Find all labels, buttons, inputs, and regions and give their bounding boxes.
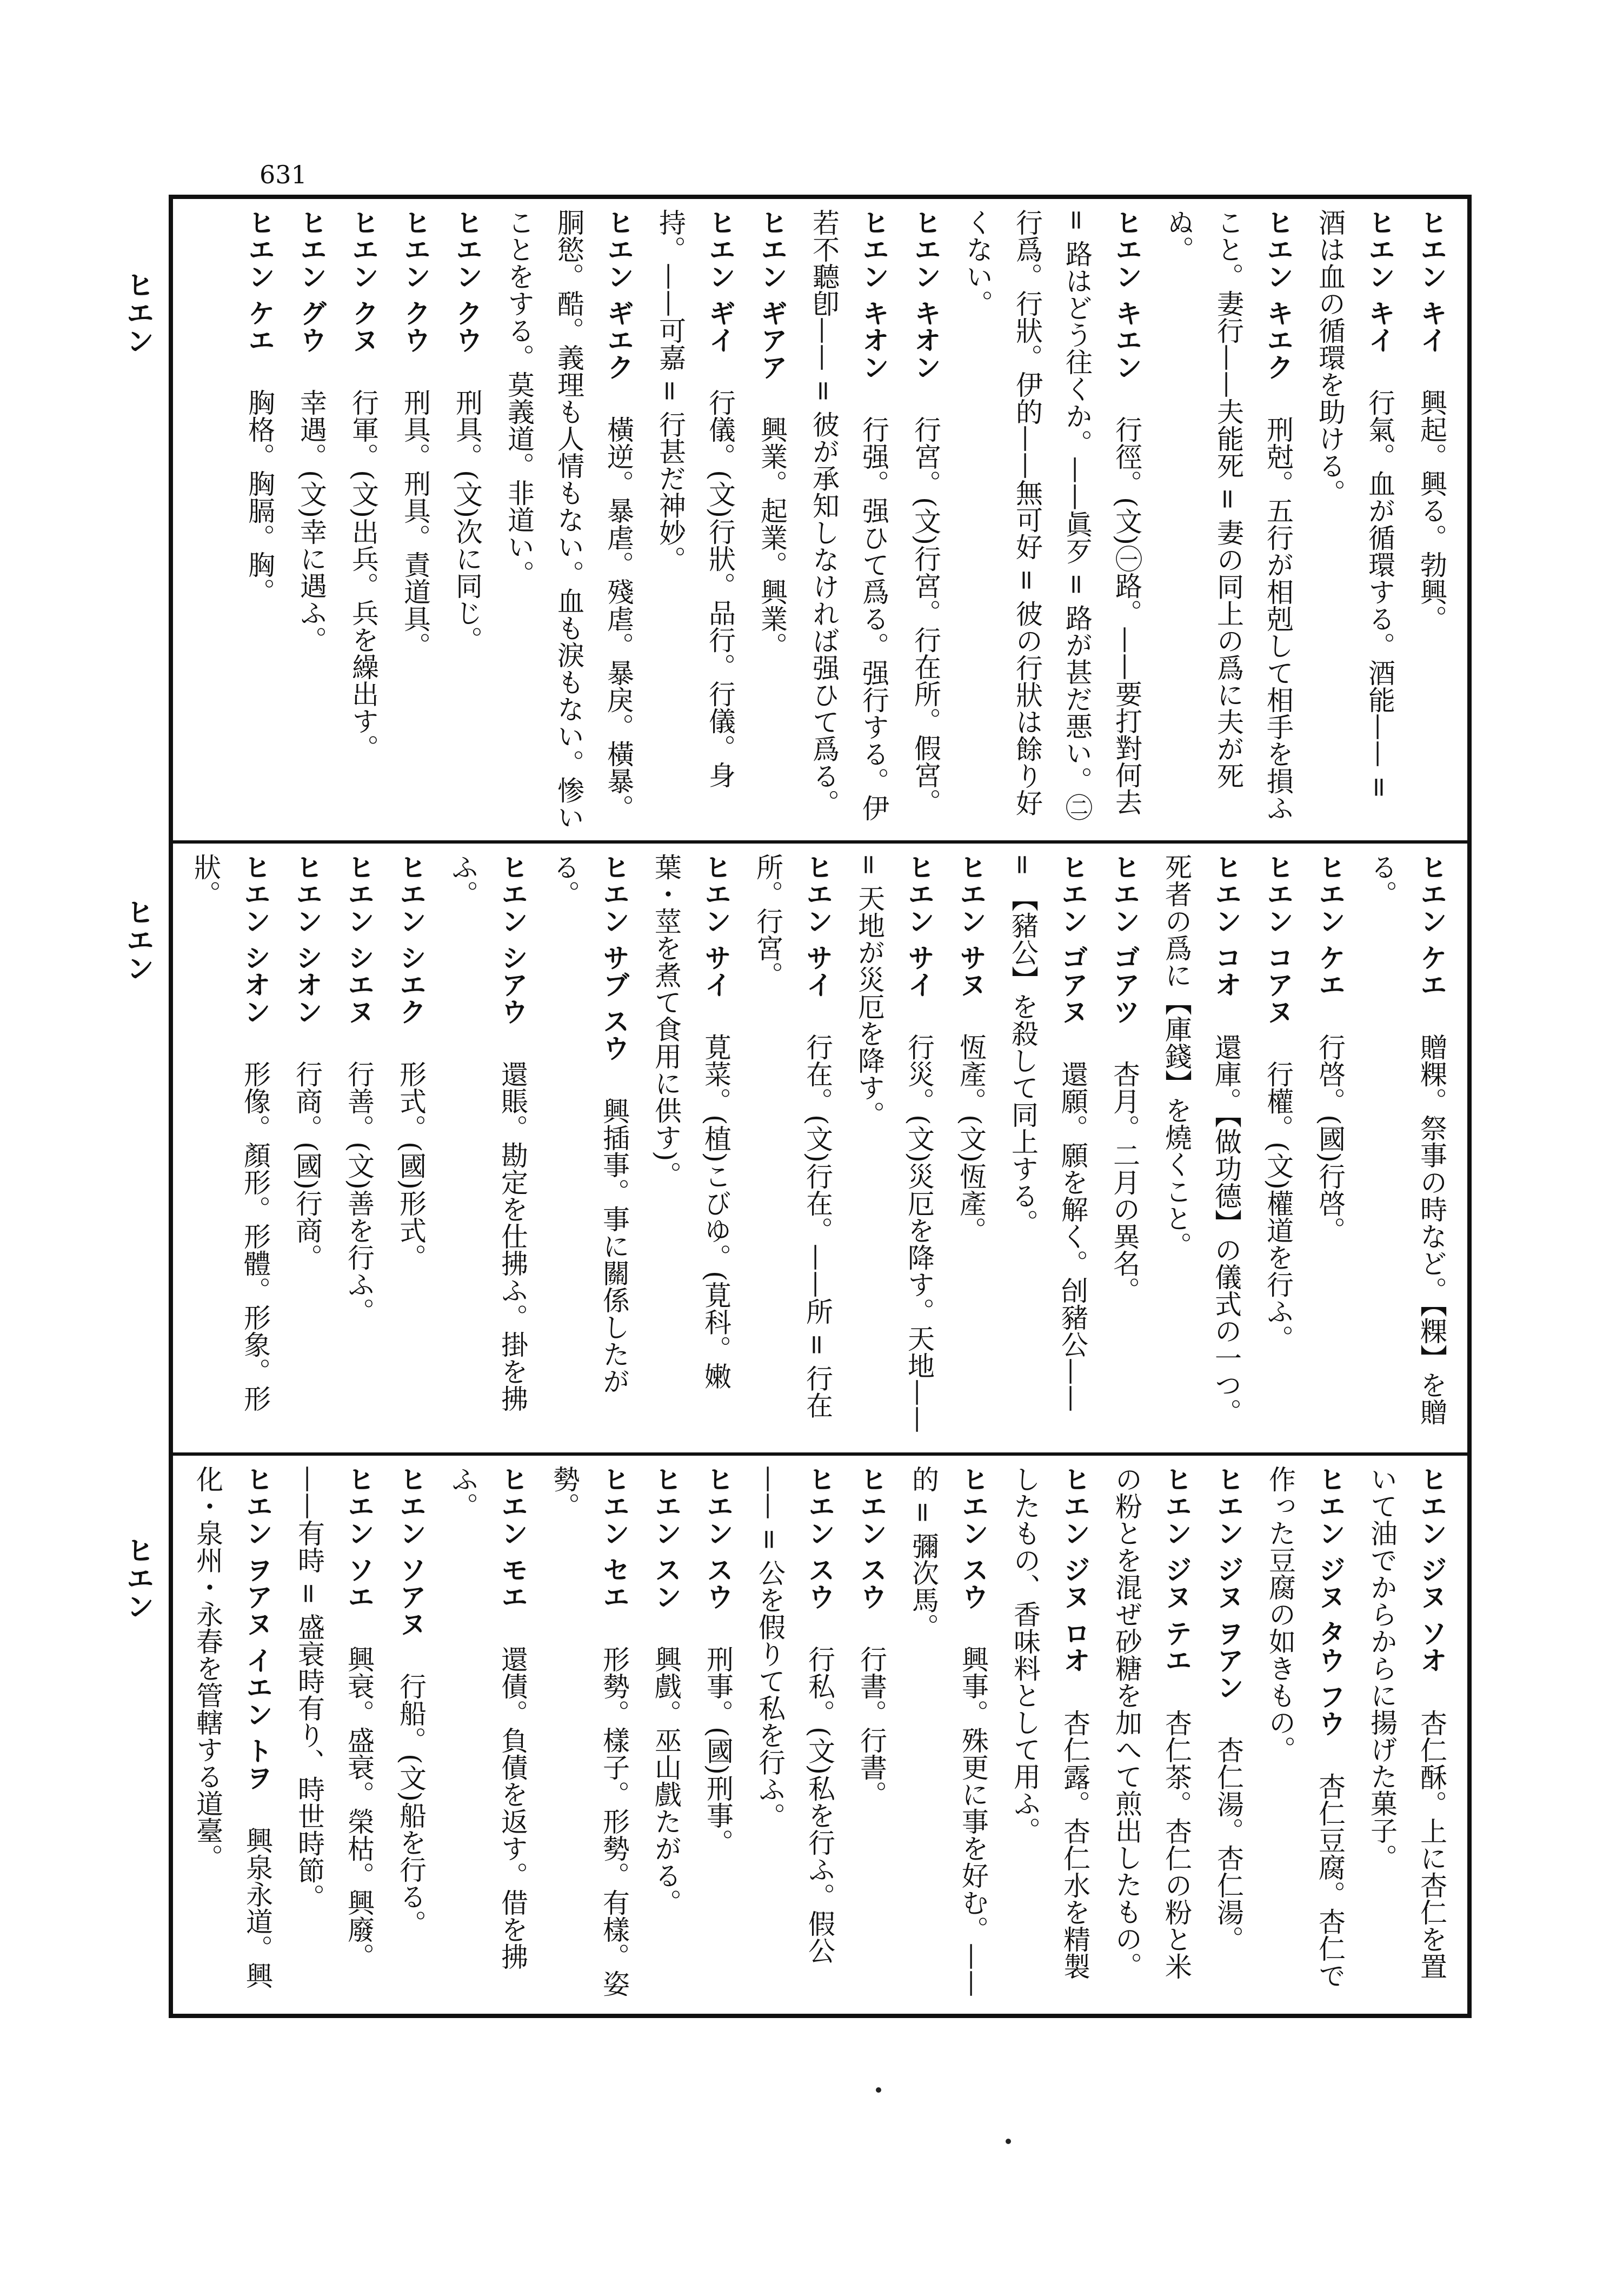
entry-definition: 刑尅。五行が相剋して相手を損ふこと。妻行——夫能死 = 妻の同上の爲に夫が死ぬ。 (1163, 209, 1294, 822)
entry-definition: 行徑。(文)㊀路。——要打對何去 = 路はどう往くか。——眞歹 = 路が甚だ悪い。㊁行爲。行狀。伊的——無可好 = 彼の行狀は餘り好くない。 (962, 209, 1142, 821)
entry-headword: ヒエン シエヌ (343, 853, 375, 1025)
entry-headword: ヒエン スウ (702, 1465, 734, 1610)
entry-columns (184, 209, 1456, 831)
section-bottom (173, 1452, 1467, 2014)
dictionary-entry (743, 853, 842, 1443)
side-label-middle: ヒエン (121, 898, 154, 982)
dictionary-entry (641, 853, 741, 1443)
entry-headword: ヒエン クウ (451, 209, 483, 354)
dictionary-entry (946, 853, 996, 1443)
dictionary-entry (844, 853, 944, 1443)
entry-headword: ヒエン キエン (1111, 209, 1142, 381)
entry-definition: 興泉永道。興化・泉州・永春を管轄する道臺。 (192, 1465, 273, 1989)
dictionary-entry (799, 209, 899, 831)
entry-definition: 杏仁湯。杏仁湯。 (1213, 1736, 1244, 1953)
entry-definition: 興起。興る。勃興。 (1416, 389, 1447, 633)
section-top (173, 199, 1467, 840)
entry-definition: 杏仁露。杏仁水を精製したもの、香味料として用ふ。 (1009, 1465, 1090, 1980)
side-label-top: ヒエン (121, 270, 154, 355)
dictionary-entry (287, 209, 336, 831)
entry-headword: ヒエン ジヌ テエ (1161, 1465, 1192, 1674)
entry-definition: 行書。行書。 (856, 1645, 887, 1808)
dictionary-entry (747, 209, 797, 831)
dictionary-entry (540, 1465, 639, 2004)
dictionary-entry (1305, 853, 1355, 1443)
entry-headword: ヒエン ソアヌ (395, 1465, 427, 1637)
entry-headword: ヒエン ギイ (704, 209, 736, 354)
entry-headword: ヒエン ゴアヌ (1057, 853, 1088, 1025)
entry-definition: 行强。强ひて爲る。强行する。伊若不聽卽—— = 彼が承知しなければ强ひて爲る。 (808, 209, 889, 822)
entry-headword: ヒエン ジヌ タウ フウ (1314, 1465, 1346, 1737)
entry-definition: 杏仁酥。上に杏仁を置いて油でからからに揚げた菓子。 (1366, 1465, 1447, 1980)
entry-columns (184, 1465, 1456, 2004)
entry-definition: 還庫。【做功德】の儀式の一つ。死者の爲に【庫錢】を燒くこと。 (1161, 853, 1242, 1426)
dictionary-entry (1253, 853, 1303, 1443)
entry-definition: 形像。顏形。形體。形象。形狀。 (190, 853, 271, 1412)
entry-definition: 形式。(國)形式。 (395, 1060, 427, 1271)
entry-definition: 行在。(文)行在。——所 = 行在所。行宮。 (752, 853, 833, 1419)
section-middle (173, 840, 1467, 1452)
entry-headword: ヒエン サイ (903, 853, 935, 998)
entry-headword: ヒエン サヌ (955, 853, 987, 998)
entry-headword: ヒエン ジヌ ロオ (1059, 1465, 1090, 1674)
entry-headword: ヒエン シエク (395, 853, 427, 1025)
entry-definition: 刑事。(國)刑事。 (702, 1645, 734, 1856)
entry-definition: 刑具。刑具。責道具。 (400, 389, 431, 660)
entry-headword: ヒエン スウ (957, 1465, 989, 1610)
dictionary-entry (1357, 853, 1456, 1443)
dictionary-entry (334, 853, 384, 1443)
entry-definition: 杏仁茶。杏仁の粉と米の粉とを混ぜ砂糖を加へて煎出したもの。 (1111, 1465, 1192, 1980)
entry-headword: ヒエン ギエク (603, 209, 634, 381)
dictionary-entry (338, 209, 388, 831)
dictionary-entry (442, 209, 492, 831)
entry-headword: ヒエン クヌ (348, 209, 379, 354)
entry-headword: ヒエン スン (650, 1465, 682, 1610)
entry-definition: 興業。起業。興業。 (756, 416, 788, 660)
dictionary-entry (438, 1465, 537, 2004)
entry-headword: ヒエン シアウ (497, 853, 528, 1025)
entry-headword: ヒエン セエ (598, 1465, 630, 1610)
entry-headword: ヒエン キイ (1416, 209, 1447, 354)
entry-headword: ヒエン ジヌ ヲアン (1213, 1465, 1244, 1701)
dictionary-entry (1357, 1465, 1456, 2004)
entry-definition: 興事。殊更に事を好む。——的 = 彌次馬。 (908, 1465, 989, 1998)
entry-headword: ヒエン スウ (804, 1465, 835, 1610)
entry-headword: ヒエン ゴアツ (1109, 853, 1140, 1025)
dictionary-entry (1152, 853, 1251, 1443)
dictionary-entry (1102, 1465, 1201, 2004)
entry-headword: ヒエン サイ (700, 853, 731, 998)
dictionary-entry (184, 853, 280, 1443)
entry-definition: 還賬。勘定を仕拂ふ。掛を拂ふ。 (447, 853, 528, 1412)
dictionary-entry (1305, 209, 1405, 831)
dictionary-entry (646, 209, 745, 831)
entry-definition: 行災。(文)災厄を降す。天地—— = 天地が災厄を降す。 (854, 853, 935, 1434)
entry-headword: ヒエン キイ (1364, 209, 1395, 354)
dictionary-entry (899, 1465, 998, 2004)
entry-headword: ヒエン グウ (296, 209, 327, 354)
entry-headword: ヒエン クウ (400, 209, 431, 354)
dictionary-entry (1255, 1465, 1355, 2004)
entry-headword: ヒエン ケエ (244, 209, 275, 354)
dictionary-entry (386, 853, 436, 1443)
entry-headword: ヒエン ソエ (343, 1465, 375, 1610)
entry-definition: 行啓。(國)行啓。 (1314, 1033, 1346, 1244)
entry-definition: 胸格。胸膈。胸。 (244, 389, 275, 606)
dictionary-entry (540, 853, 639, 1443)
side-label-bottom: ヒエン (121, 1536, 154, 1620)
entry-columns (184, 853, 1456, 1443)
entry-definition: 行善。(文)善を行ふ。 (343, 1060, 375, 1325)
entry-definition: 恆產。(文)恆產。 (955, 1033, 987, 1244)
dictionary-entry (284, 1465, 384, 2004)
entry-definition: 形勢。樣子。形勢。有樣。姿勢。 (549, 1465, 630, 1998)
ink-speck (876, 2087, 881, 2093)
page-frame (169, 195, 1472, 2018)
entry-definition: 行商。(國)行商。 (291, 1060, 323, 1271)
entry-definition: 刑具。(文)次に同じ。 (451, 389, 483, 654)
dictionary-entry (1407, 209, 1456, 831)
entry-definition: 還債。負債を返す。借を拂ふ。 (447, 1465, 528, 1970)
ink-speck (1006, 2139, 1011, 2144)
entry-headword: ヒエン シオン (291, 853, 323, 1025)
dictionary-entry (386, 1465, 436, 2004)
entry-definition: 橫逆。暴虐。殘虐。暴戾。橫暴。胴慾。酷。義理も人情もない。血も淚もない。惨いことをする。莫義道。非道い。 (503, 209, 634, 831)
dictionary-entry (282, 853, 332, 1443)
entry-definition: 行儀。(文)行狀。品行。行儀。身持。——可嘉 = 行甚だ神妙。 (655, 209, 736, 789)
dictionary-entry (641, 1465, 691, 2004)
dictionary-entry (998, 853, 1097, 1443)
entry-definition: 幸遇。(文)幸に遇ふ。 (296, 389, 327, 654)
entry-headword: ヒエン キエク (1262, 209, 1294, 381)
dictionary-entry (1154, 209, 1303, 831)
entry-definition: 興插事。事に關係したがる。 (549, 853, 630, 1395)
entry-headword: ヒエン キオン (858, 209, 889, 381)
entry-headword: ヒエン ジヌ ソオ (1416, 1465, 1447, 1674)
entry-definition: 行權。(文)權道を行ふ。 (1262, 1060, 1294, 1352)
entry-definition: 興衰。盛衰。榮枯。興廢。——有時 = 盛衰時有り、時世時節。 (294, 1465, 375, 1970)
entry-definition: 興戲。巫山戲たがる。 (650, 1645, 682, 1916)
entry-headword: ヒエン ケエ (1416, 853, 1447, 998)
dictionary-entry (184, 1465, 282, 2004)
entry-headword: ヒエン シオン (240, 853, 271, 1025)
dictionary-entry (390, 209, 440, 831)
entry-headword: ヒエン コオ (1210, 853, 1242, 998)
entry-definition: 行船。(文)船を行る。 (395, 1673, 427, 1937)
entry-definition: 行私。(文)私を行ふ。假公—— = 公を假りて私を行ふ。 (754, 1465, 835, 1965)
entry-headword: ヒエン モエ (497, 1465, 528, 1610)
entry-headword: ヒエン キオン (910, 209, 941, 381)
entry-definition: 贈粿。祭事の時など。【粿】を贈る。 (1366, 853, 1447, 1426)
entry-definition: 莧菜。(植)こびゆ。(莧科。嫩葉・莖を煮て食用に供す)。 (650, 853, 731, 1390)
dictionary-entry (953, 209, 1152, 831)
entry-definition: 杏月。二月の異名。 (1109, 1060, 1140, 1304)
page-number: 631 (260, 160, 307, 189)
dictionary-entry (1203, 1465, 1253, 2004)
entry-definition: 行宮。(文)行宮。行在所。假宮。 (910, 416, 941, 816)
dictionary-entry (847, 1465, 896, 2004)
entry-definition: 還願。願を解く。刣豬公—— = 【豬公】を殺して同上する。 (1007, 853, 1088, 1412)
entry-definition: 行軍。(文)出兵。兵を繰出す。 (348, 389, 379, 762)
dictionary-entry (438, 853, 537, 1443)
dictionary-entry (901, 209, 950, 831)
entry-headword: ヒエン ケエ (1314, 853, 1346, 998)
dictionary-entry (235, 209, 284, 831)
dictionary-entry (745, 1465, 844, 2004)
dictionary-entry (494, 209, 643, 831)
entry-headword: ヒエン ヲアヌ イエン トヲ (242, 1465, 273, 1791)
entry-definition: 行氣。血が循環する。酒能—— = 酒は血の循環を助ける。 (1314, 209, 1395, 799)
dictionary-entry (693, 1465, 743, 2004)
entry-headword: ヒエン ギアア (756, 209, 788, 381)
entry-headword: ヒエン スウ (856, 1465, 887, 1610)
entry-headword: ヒエン サイ (802, 853, 833, 998)
entry-headword: ヒエン サブ スウ (598, 853, 630, 1061)
dictionary-entry (1000, 1465, 1100, 2004)
entry-definition: 杏仁豆腐。杏仁で作った豆腐の如きもの。 (1265, 1465, 1346, 1989)
dictionary-entry (1100, 853, 1149, 1443)
entry-headword: ヒエン コアヌ (1262, 853, 1294, 1025)
